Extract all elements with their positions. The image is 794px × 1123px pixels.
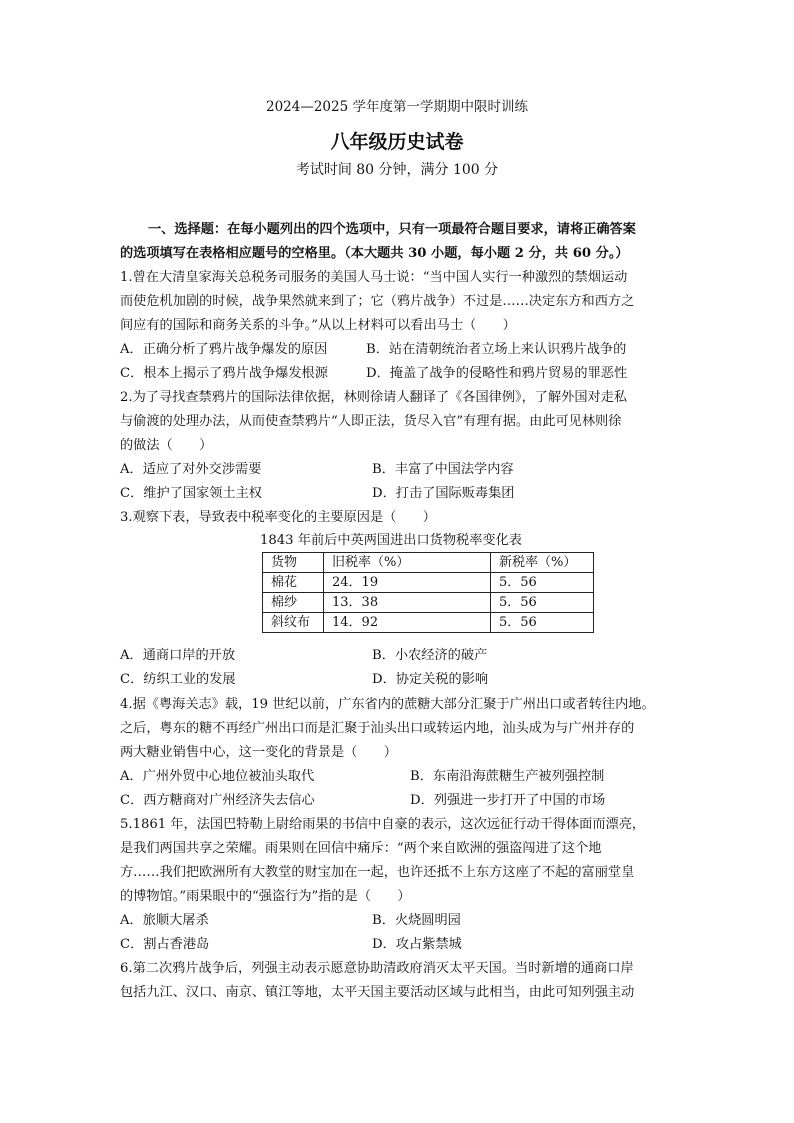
q2-option-d[interactable]: D．打击了国际贩毒集团 xyxy=(372,486,515,501)
table-cell: 14．92 xyxy=(324,613,491,633)
q4-option-c[interactable]: C．西方糖商对广州经济失去信心 xyxy=(120,793,315,808)
q5-line-4: 的博物馆。”雨果眼中的“强盗行为”指的是（ ） xyxy=(120,889,411,904)
q3-option-b[interactable]: B．小农经济的破产 xyxy=(372,648,488,663)
table-row xyxy=(263,573,594,593)
q4-line-3: 两大糖业销售中心，这一变化的背景是（ ） xyxy=(120,745,397,760)
table-row xyxy=(263,613,594,633)
tax-rate-table xyxy=(262,552,594,633)
q6-line-2: 包括九江、汉口、南京、镇江等地，太平天国主要活动区域与此相当，由此可知列强主动 xyxy=(120,985,635,1000)
q4-line-2: 之后，粤东的糖不再经广州出口而是汇聚于汕头出口或转运内地，汕头成为与广州并存的 xyxy=(120,721,635,736)
table-cell: 5．56 xyxy=(491,613,594,633)
table-row xyxy=(263,593,594,613)
q5-option-d[interactable]: D．攻占紫禁城 xyxy=(372,937,462,952)
page-title: 八年级历史试卷 xyxy=(330,131,464,153)
q3-option-c[interactable]: C．纺织工业的发展 xyxy=(120,672,236,687)
q3-option-a[interactable]: A．通商口岸的开放 xyxy=(120,648,236,663)
q2-option-b[interactable]: B．丰富了中国法学内容 xyxy=(372,462,514,477)
table-header-row xyxy=(263,553,594,573)
q1-line-1: 1.曾在大清皇家海关总税务司服务的美国人马士说：“当中国人实行一种激烈的禁烟运动 xyxy=(120,270,628,285)
q4-option-b[interactable]: B．东南沿海蔗糖生产被列强控制 xyxy=(410,769,605,784)
exam-subtitle: 考试时间 80 分钟，满分 100 分 xyxy=(295,162,499,178)
table-cell: 24．19 xyxy=(324,573,491,593)
q5-option-a[interactable]: A．旅顺大屠杀 xyxy=(120,913,209,928)
table-cell: 5．56 xyxy=(491,573,594,593)
q5-option-b[interactable]: B．火烧圆明园 xyxy=(372,913,461,928)
q4-option-a[interactable]: A．广州外贸中心地位被汕头取代 xyxy=(120,769,315,784)
q4-line-1: 4.据《粤海关志》载，19 世纪以前，广东省内的蔗糖大部分汇聚于广州出口或者转往内地。 xyxy=(120,697,655,712)
q2-line-1: 2.为了寻找查禁鸦片的国际法律依据，林则徐请人翻译了《各国律例》，了解外国对走私 xyxy=(120,390,628,405)
q1-option-b[interactable]: B．站在清朝统治者立场上来认识鸦片战争的 xyxy=(366,342,627,357)
q1-option-a[interactable]: A．正确分析了鸦片战争爆发的原因 xyxy=(120,342,328,357)
table-cell: 13．38 xyxy=(324,593,491,613)
table-cell: 棉花 xyxy=(263,573,324,593)
table-header-cell: 货物 xyxy=(263,553,324,573)
q5-line-1: 5.1861 年，法国巴特勒上尉给雨果的书信中自豪的表示，这次远征行动干得体面而漂亮， xyxy=(120,817,646,832)
section-instructions-line1: 一、选择题：在每小题列出的四个选项中，只有一项最符合题目要求，请将正确答案 xyxy=(148,222,636,237)
q5-option-c[interactable]: C．割占香港岛 xyxy=(120,937,210,952)
q3-line-1: 3.观察下表，导致表中税率变化的主要原因是（ ） xyxy=(120,510,436,525)
table-title: 1843 年前后中英两国进出口货物税率变化表 xyxy=(260,533,522,548)
q1-option-d[interactable]: D．掩盖了战争的侵略性和鸦片贸易的罪恶性 xyxy=(366,366,628,381)
q5-line-3: 方……我们把欧洲所有大教堂的财宝加在一起，也许还抵不上东方这座了不起的富丽堂皇 xyxy=(120,865,635,880)
q1-option-c[interactable]: C．根本上揭示了鸦片战争爆发根源 xyxy=(120,366,328,381)
section-instructions-line2: 的选项填写在表格相应题号的空格里。（本大题共 30 小题，每小题 2 分，共 60 分。） xyxy=(120,246,629,261)
q4-option-d[interactable]: D．列强进一步打开了中国的市场 xyxy=(410,793,606,808)
table-cell: 斜纹布 xyxy=(263,613,324,633)
q1-line-3: 间应有的国际和商务关系的斗争。”从以上材料可以看出马士（ ） xyxy=(120,318,516,333)
q5-line-2: 是我们两国共享之荣耀。雨果则在回信中痛斥：“两个来自欧洲的强盗闯进了这个地 xyxy=(120,841,602,856)
table-header-cell: 新税率（%） xyxy=(491,553,594,573)
q2-line-3: 的做法（ ） xyxy=(120,438,213,453)
q6-line-1: 6.第二次鸦片战争后，列强主动表示愿意协助清政府消灭太平天国。当时新增的通商口岸 xyxy=(120,961,634,976)
q1-line-2: 而使危机加剧的时候，战争果然就来到了；它（鸦片战争）不过是……决定东方和西方之 xyxy=(120,294,635,309)
exam-term: 2024—2025 学年度第一学期期中限时训练 xyxy=(265,99,528,115)
table-cell: 5．56 xyxy=(491,593,594,613)
q2-option-c[interactable]: C．维护了国家领土主权 xyxy=(120,486,262,501)
q2-line-2: 与偷渡的处理办法，从而使查禁鸦片“人即正法，货尽入官”有理有据。由此可见林则徐 xyxy=(120,414,622,429)
table-cell: 棉纱 xyxy=(263,593,324,613)
table-header-cell: 旧税率（%） xyxy=(324,553,491,573)
q3-option-d[interactable]: D．协定关税的影响 xyxy=(372,672,489,687)
q2-option-a[interactable]: A．适应了对外交涉需要 xyxy=(120,462,262,477)
